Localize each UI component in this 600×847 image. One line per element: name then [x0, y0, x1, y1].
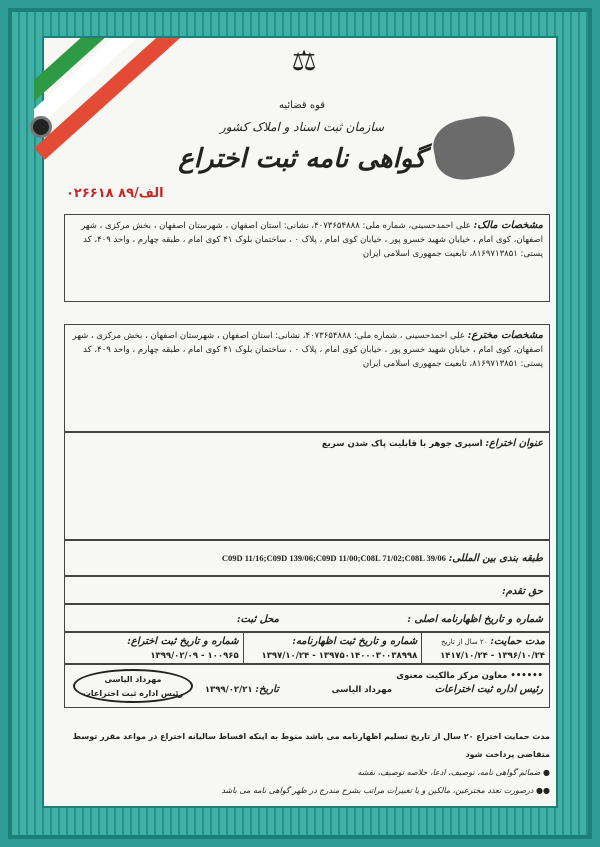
stamp-role: رئیس اداره ثبت اختراعات	[82, 689, 184, 698]
dates-row	[64, 632, 550, 664]
multiple-owners-note: ●● درصورت تعدد مخترعین، مالکین و یا تغییرات مراتب بشرح مندرج در ظهر گواهی نامه می باشد	[221, 786, 550, 795]
certificate	[42, 36, 558, 808]
signature-section	[64, 664, 550, 708]
authority: قوه قضائیه	[278, 100, 326, 111]
signer-name: مهرداد الیاسی	[331, 685, 393, 695]
owner-section	[64, 214, 550, 302]
signature-stamp	[73, 669, 193, 703]
classification-section	[64, 540, 550, 576]
application-number: ۱۳۹۷۵۰۱۴۰۰۰۳۰۰۳۸۹۹۸ - ۱۳۹۷/۱۰/۲۴	[261, 651, 418, 661]
owner-label: مشخصات مالک:	[473, 220, 543, 231]
registration-label: شماره و تاریخ ثبت اختراع:	[127, 636, 239, 647]
attachments-note: ● ضمائم گواهی نامه، توصیف، ادعا، خلاصه توصیف، نقشه	[357, 768, 550, 777]
protection-period: ۱۳۹۶/۱۰/۲۴ - ۱۴۱۷/۱۰/۲۴	[440, 651, 545, 661]
protection-label: مدت حمایت:	[490, 636, 545, 647]
title-section	[64, 432, 550, 540]
stamp-name: مهرداد الیاسی	[104, 675, 162, 684]
footer-notes	[64, 728, 550, 800]
priority-label: حق تقدم:	[502, 586, 543, 597]
original-application-section	[64, 604, 550, 632]
date-label: تاریخ:	[255, 684, 279, 695]
classification-label: طبقه بندی بین المللی:	[448, 553, 543, 564]
priority-section	[64, 576, 550, 604]
registration-number: ۱۰۰۹۶۵ - ۱۳۹۹/۰۲/۰۹	[150, 651, 239, 661]
inventor-details: علی احمدحسینی ، شماره ملی: ۴۰۷۳۶۵۴۸۸۸، نشانی: استان اصفهان ، شهرستان اصفهان ، بخش مرکزی ، شهر اصفهان، کوی امام ، خیابان شهید خسرو پور ، خیابان کوی امام ، پلاک ۰ ، ساختمان بلوک ۴۱ کوی امام ، طبقه چهارم ، واحد ۴۰۹، کد پستی: ۸۱۶۹۷۱۳۸۵۱، تابعیت جمهوری اسلامی ایران	[72, 331, 543, 369]
deputy-title: •••••• معاون مرکز مالکیت معنوی	[396, 671, 543, 681]
owner-details: علی احمدحسینی، شماره ملی: ۴۰۷۳۶۵۴۸۸۸، نشانی: استان اصفهان ، شهرستان اصفهان ، بخش مرکزی ، شهر اصفهان، کوی امام ، خیابان شهید خسرو پور ، خیابان کوی امام ، پلاک ۰ ، ساختمان بلوک ۴۱ کوی امام ، طبقه چهارم ، واحد ۴۰۹، کد پستی: ۸۱۶۹۷۱۳۸۵۱، تابعیت جمهوری اسلامی ایران	[81, 221, 543, 259]
inventor-label: مشخصات مخترع:	[467, 330, 543, 341]
serial-number: ۰۲۶۶۱۸ الف/۸۹	[66, 186, 164, 201]
application-label: شماره و تاریخ ثبت اظهارنامه:	[292, 636, 418, 647]
organization: سازمان ثبت اسناد و املاک کشور	[219, 120, 385, 134]
scales-emblem-icon: ⚖	[291, 44, 317, 77]
protection-note-text: مدت حمایت اختراع ۲۰ سال از تاریخ تسلیم اظهارنامه می باشد منوط به اینکه اقساط سالیانه اختراع در مواعد مقرر توسط متقاضی پرداخت شود	[72, 732, 550, 759]
signer-role: رئیس اداره ثبت اختراعات	[434, 684, 543, 695]
document-title: گواهی نامه ثبت اختراع	[178, 144, 426, 174]
inventor-section	[64, 324, 550, 432]
invention-title: اسپری جوهر با قابلیت پاک شدن سریع	[321, 439, 483, 449]
original-label: شماره و تاریخ اظهارنامه اصلی :	[407, 614, 543, 625]
signature-date: ۱۳۹۹/۰۲/۲۱	[204, 685, 253, 695]
protection-note: ۲۰ سال از تاریخ	[440, 638, 488, 646]
title-label: عنوان اختراع:	[485, 438, 543, 449]
place-label: محل ثبت:	[236, 614, 279, 625]
classification-codes: C09D 11/16;C09D 139/06;C09D 11/00;C08L 71/02;C08L 39/06	[221, 553, 446, 563]
